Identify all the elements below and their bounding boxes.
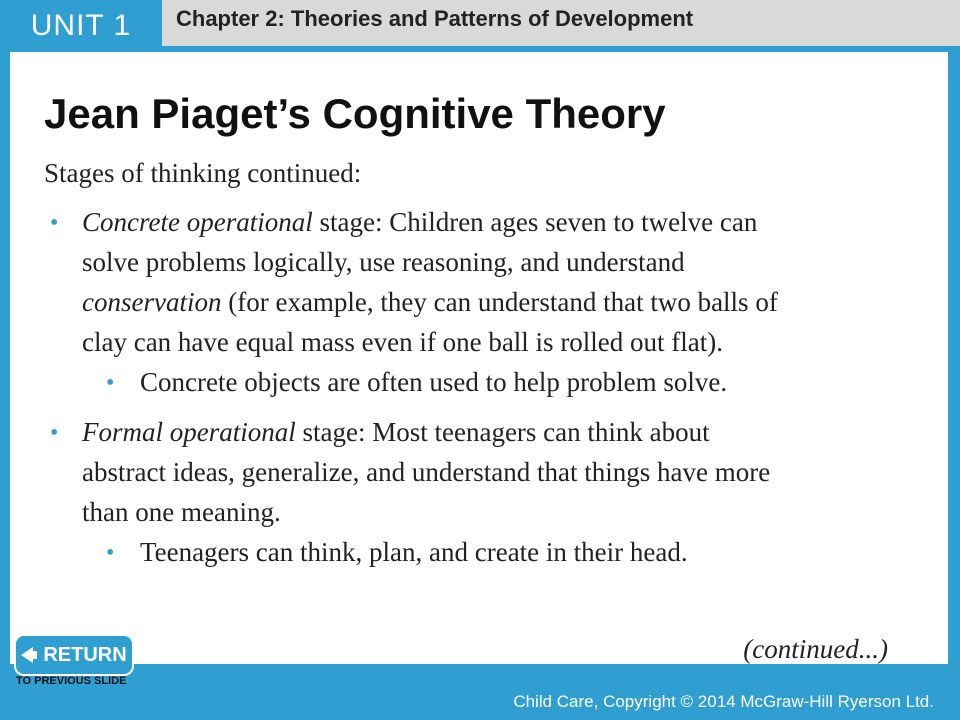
- formal-line1: stage: Most teenagers can think about: [295, 417, 710, 447]
- concrete-line4: clay can have equal mass even if one ball is rolled out flat).: [82, 327, 724, 357]
- sub-bullet-formal: Teenagers can think, plan, and create in their head.: [140, 537, 688, 567]
- bullet-dot: •: [50, 420, 59, 446]
- chapter-bar: [162, 0, 960, 46]
- concrete-line2: solve problems logically, use reasoning, and understand: [82, 247, 685, 277]
- formal-line2: abstract ideas, generalize, and understand that things have more: [82, 457, 771, 487]
- term-conservation: conservation: [82, 287, 222, 317]
- concrete-line3: (for example, they can understand that two balls of: [221, 287, 778, 317]
- term-concrete: Concrete operational: [82, 207, 313, 237]
- sub-bullet-dot: •: [106, 370, 115, 396]
- arrow-left-icon: [21, 647, 37, 663]
- return-label: RETURN: [43, 643, 127, 666]
- bullet-dot: •: [50, 210, 59, 236]
- return-button[interactable]: [16, 636, 132, 674]
- slide-title: Jean Piaget’s Cognitive Theory: [44, 90, 666, 137]
- return-sublabel: TO PREVIOUS SLIDE: [16, 675, 127, 687]
- term-formal: Formal operational: [82, 417, 296, 447]
- sub-bullet-dot: •: [106, 540, 115, 566]
- sub-bullet-concrete: Concrete objects are often used to help problem solve.: [140, 367, 728, 397]
- unit-label: UNIT 1: [30, 9, 132, 42]
- formal-line3: than one meaning.: [82, 497, 281, 527]
- bullet-concrete: [82, 202, 932, 362]
- intro-text: Stages of thinking continued:: [44, 158, 362, 188]
- unit-tab: [0, 0, 162, 52]
- concrete-line1: stage: Children ages seven to twelve can: [312, 207, 758, 237]
- chapter-title: Chapter 2: Theories and Patterns of Development: [176, 6, 694, 31]
- slide-panel: [10, 52, 948, 664]
- bullet-formal: [82, 412, 932, 532]
- copyright-footer: Child Care, Copyright © 2014 McGraw-Hill Ryerson Ltd.: [513, 692, 934, 711]
- continued-label: (continued...): [743, 634, 888, 664]
